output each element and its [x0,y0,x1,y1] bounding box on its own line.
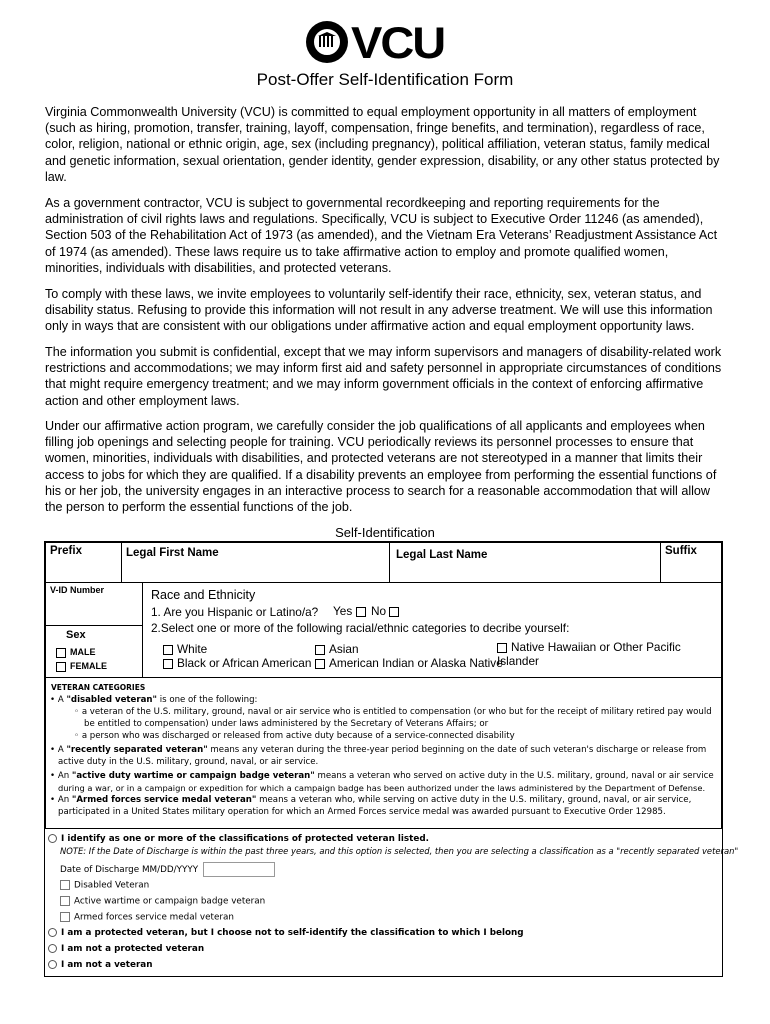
active-veteran-def-2: during a war, or in a campaign or expedition for which a campaign badge has been authorized under the laws administered by the Department of Defense. [58,783,706,793]
sex-male-option[interactable]: MALE [56,647,96,658]
checkbox-icon [356,607,366,617]
prefix-label: Prefix [50,545,82,557]
checkbox-icon [163,645,173,655]
race-black-option[interactable]: Black or African American [163,656,311,670]
checkbox-icon [60,896,70,906]
prefix-field[interactable] [45,542,122,583]
page-title: Post-Offer Self-Identification Form [256,70,514,89]
self-id-form [44,541,739,977]
checkbox-icon [315,659,325,669]
last-name-label: Legal Last Name [396,549,488,561]
radio-icon [48,944,57,953]
suffix-label: Suffix [665,545,697,557]
recent-veteran-def-2: active duty in the U.S. military, ground, naval, or air service. [58,757,319,767]
checkbox-icon [389,607,399,617]
identify-protected-option[interactable]: I identify as one or more of the classifications of protected veteran listed. [48,834,429,844]
armed-forces-medal-option[interactable]: Armed forces service medal veteran [60,912,234,923]
race-question: 2.Select one or more of the following racial/ethnic categories to decribe yourself: [151,621,570,635]
disabled-veteran-b: ◦ a person who was discharged or released from active duty because of a service-connected disability [74,731,515,741]
veteran-categories [45,677,722,829]
not-protected-option[interactable]: I am not a protected veteran [48,944,204,954]
paragraph-contractor: As a government contractor, VCU is subject to governmental recordkeeping and reporting requirements for the administration of civil rights laws and regulations. Specifically, VCU is subject to Executive Order 11246 (as amended), Section 503 of the Rehabilitation Act of 1973 (as amended), and the Vietnam Era Veterans’ Readjustment Assistance Act of 1974 (as amended). These laws require us to take affirmative action to employ and promote qualified women, minorities, individuals with disabilities, and protected veterans. [45,196,718,275]
active-wartime-option[interactable]: Active wartime or campaign badge veteran [60,896,265,907]
active-veteran-def: • An "active duty wartime or campaign badge veteran" means a veteran who served on active duty in the U.S. military, ground, naval or air service [50,771,714,781]
disabled-veteran-a2: be entitled to compensation) under laws administered by the Secretary of Veterans Affairs; or [84,719,489,729]
not-veteran-option[interactable]: I am not a veteran [48,960,152,970]
radio-icon [48,834,57,843]
checkbox-icon [497,643,507,653]
paragraph-comply: To comply with these laws, we invite employees to voluntarily self-identify their race, ethnicity, sex, veteran status, and disability status. Refusing to provide this information will not result in any adverse treatment. We will use this information only in ways that are consistent with our obligations under affirmative action and equal employment opportunity laws. [45,287,713,334]
race-ethnicity-field [142,582,722,678]
discharge-date-label: Date of Discharge MM/DD/YYYY [60,865,199,875]
checkbox-icon [56,662,66,672]
radio-icon [48,928,57,937]
suffix-field[interactable] [660,542,722,583]
checkbox-icon [60,880,70,890]
checkbox-icon [56,648,66,658]
section-title: Self-Identification [335,525,435,540]
discharge-note: NOTE: If the Date of Discharge is within the past three years, and this option is selected, then you are selecting a classification as a "recently separated veteran" [60,846,739,856]
sex-label: Sex [66,629,86,641]
logo-text: VCU [351,16,445,68]
sex-female-option[interactable]: FEMALE [56,661,107,672]
first-name-field[interactable] [121,542,390,583]
checkbox-icon [163,659,173,669]
protected-not-identify-option[interactable]: I am a protected veteran, but I choose not to self-identify the classification to which I belong [48,928,524,938]
university-seal-icon [306,21,348,63]
veteran-heading: VETERAN CATEGORIES [51,683,146,692]
disabled-veteran-def: • A "disabled veteran" is one of the following: [50,695,258,705]
discharge-date-input[interactable] [203,862,275,877]
hispanic-yes-option[interactable]: Yes [333,604,370,618]
checkbox-icon [60,912,70,922]
hispanic-question: 1. Are you Hispanic or Latino/a? [151,605,319,619]
paragraph-confidential: The information you submit is confidential, except that we may inform supervisors and managers of disability-related work restrictions and accommodations; we may inform first aid and safety personnel in appropriate circumstances of conditions that might require emergency treatment; and we may inform government officials in the context of enforcing affirmative action and other employment laws. [45,345,722,408]
sex-field [45,625,143,678]
race-heading: Race and Ethnicity [151,588,256,602]
hispanic-no-option[interactable]: No [371,604,403,618]
disabled-veteran-option[interactable]: Disabled Veteran [60,880,149,891]
race-pacific-option[interactable]: Native Hawaiian or Other Pacific Islander [497,640,681,668]
race-white-option[interactable]: White [163,642,207,656]
radio-icon [48,960,57,969]
vcu-logo [306,16,445,68]
armed-veteran-def: • An "Armed forces service medal veteran" means a veteran who, while serving on active duty in the U.S. military, ground, naval, or air service, [50,795,692,805]
discharge-date-row [60,862,275,877]
recent-veteran-def: • A "recently separated veteran" means any veteran during the three-year period beginning on the date of such veteran's discharge or release from [50,745,707,755]
paragraph-affirmative: Under our affirmative action program, we carefully consider the job qualifications of all applicants and employees when filling job openings and selecting people for training. VCU periodically reviews its personnel processes to ensure that women, minorities, individuals with disabilities, and protected veterans are not stereotyped in a manner that limits their access to jobs for which they are qualified. If a disability prevents an employee from performing the essential functions of his or her job, the university engages in an interactive process to search for a reasonable accommodation that will allow the person to perform the essential functions of the job. [45,419,717,515]
race-native-american-option[interactable]: American Indian or Alaska Native [315,656,503,670]
vid-label: V-ID Number [50,585,105,595]
paragraph-eeo: Virginia Commonwealth University (VCU) is committed to equal employment opportunity in all matters of employment (such as hiring, promotion, transfer, training, layoff, compensation, fringe benefits, and termination), regardless of race, color, religion, national or ethnic origin, age, sex (including pregnancy), political affiliation, veteran status, family medical and genetic information, sexual orientation, gender identity, gender expression, disability, or any other status protected by law. [45,105,720,184]
last-name-field[interactable] [389,542,661,583]
race-asian-option[interactable]: Asian [315,642,359,656]
checkbox-icon [315,645,325,655]
disabled-veteran-a: ◦ a veteran of the U.S. military, ground, naval or air service who is entitled to compensation (or who but for the receipt of military retired pay would [74,707,712,717]
armed-veteran-def-2: participated in a United States military operation for which an Armed Forces service medal was awarded pursuant to Executive Order 12985. [58,807,666,817]
first-name-label: Legal First Name [126,547,219,559]
vid-field[interactable] [45,582,143,626]
